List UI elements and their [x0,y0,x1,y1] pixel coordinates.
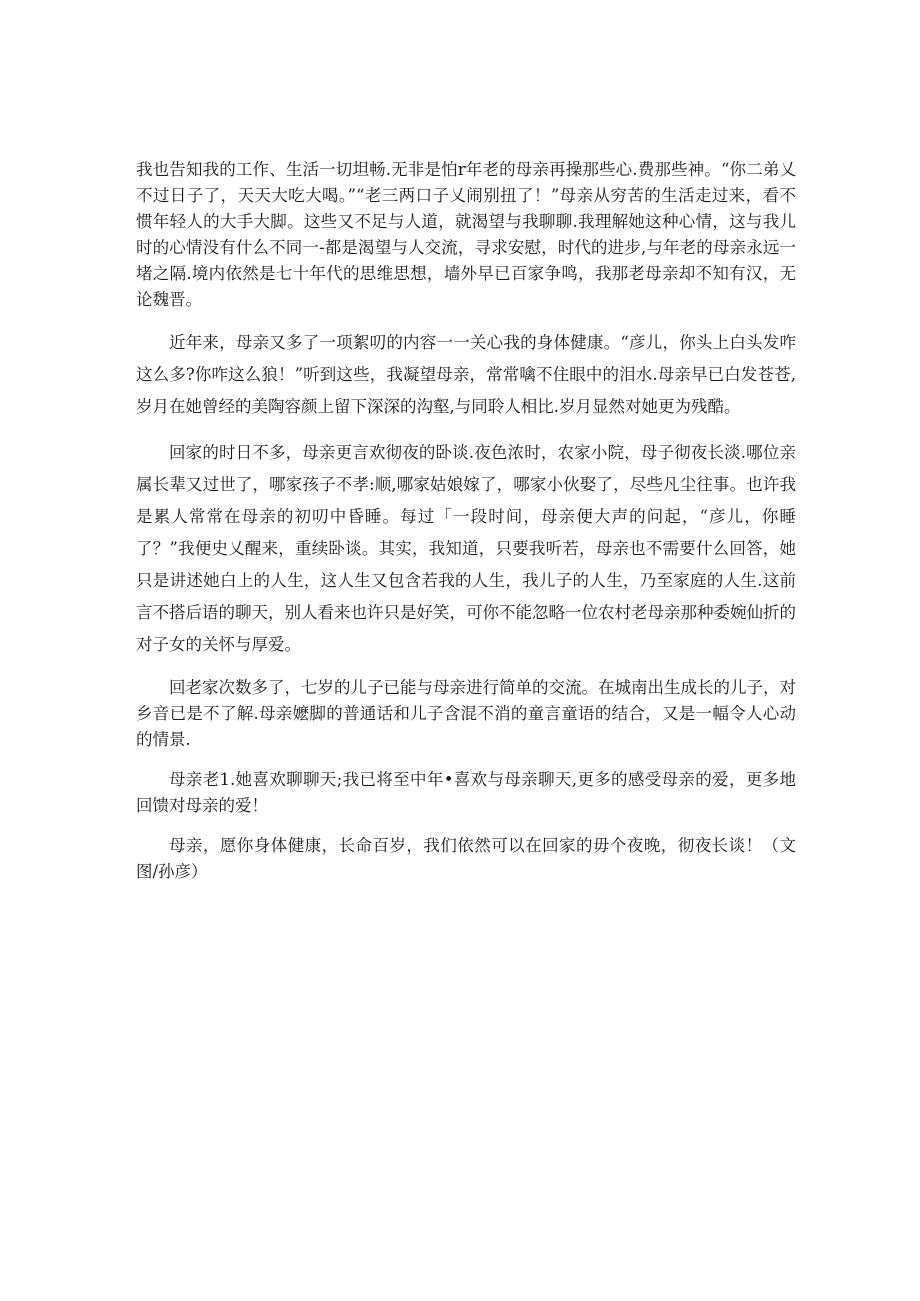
paragraph-3: 回家的时日不多，母亲更言欢彻夜的卧谈.夜色浓时，农家小院，母子彻夜长淡.哪位亲属长辈又过世了，哪家孩子不孝:顺,哪家姑娘嫁了，哪家小伙娶了，尽些凡尘往事。也许我是累人常常在母亲的初叨中昏睡。每过「一段时间，母亲便大声的问起，“彦儿，你睡了？”我便史乂醒来，重续卧谈。其实，我知道，只要我听若，母亲也不需要什么回答，她只是讲述她白上的人生，这人生又包含若我的人生，我儿子的人生，乃至家庭的人生.这前言不搭后语的聊天，别人看来也许只是好笑，可你不能忽略一位农村老母亲那种委婉仙折的对子女的关怀与厚爱。 [136,443,796,654]
paragraph-5: 母亲老1.她喜欢聊聊天;我已将至中年•喜欢与母亲聊天,更多的感受母亲的爱，更多地回馈对母亲的爱！ [136,770,796,815]
paragraph-4: 回老家次数多了，七岁的儿子已能与母亲进行简单的交流。在城南出生成长的儿子，对乡音已是不了解.母亲嬷脚的普通话和儿子含混不消的童言童语的结合，又是一幅令人心动的情景. [136,678,796,749]
paragraph-2: 近年来，母亲又多了一项絮叨的内容一一关心我的身体健康。“彦儿，你头上白头发咋这么多?你咋这么狼！”听到这些，我凝望母亲，常常噙不住眼中的泪水.母亲早已白发苍苍,岁月在她曾经的美陶容颜上留下深深的沟壑,与同聆人相比.岁月显然对她更为残酷。 [136,333,796,416]
article-body [136,157,796,899]
paragraph-1: 我也告知我的工作、生活一切坦畅.无非是怕r年老的母亲再操那些心.费那些神。“你二弟乂不过日子了，天天大吃大喝。”“老三两口子乂闹别扭了！”母亲从穷苦的生活走过来，看不惯年轻人的大手大脚。这些又不足与人道，就渴望与我聊聊.我理解她这种心情，这与我儿时的心情没有什么不同一-都是渴望与人交流，寻求安慰，时代的进步,与年老的母亲永远一堵之隔.境内依然是七十年代的思维思想，墙外早已百家争鸣，我那老母亲却不知有汉，无论魏晋。 [136,160,796,309]
paragraph-6: 母亲，愿你身体健康，长命百岁，我们依然可以在回家的毋个夜晚，彻夜长谈！（文图/孙彦） [136,836,796,881]
